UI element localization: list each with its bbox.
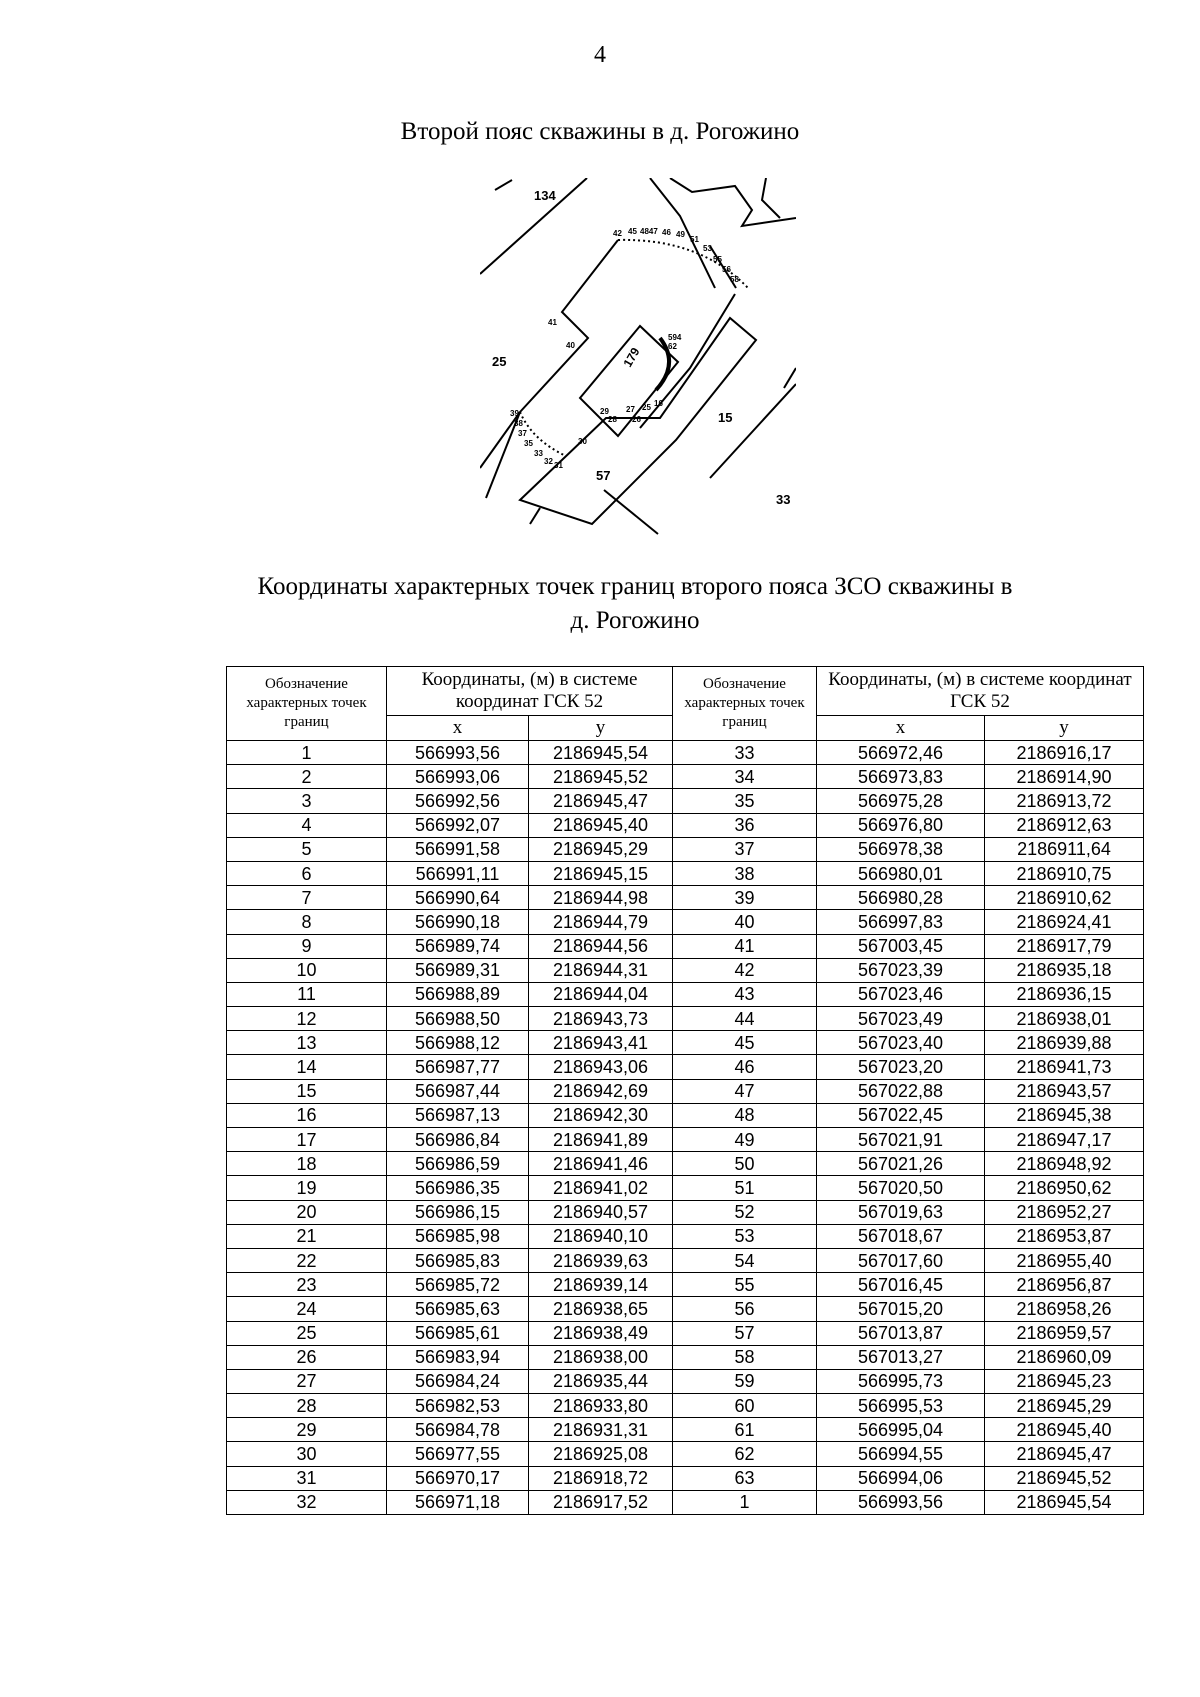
table-cell: 2186938,00 bbox=[529, 1345, 673, 1369]
coordinates-table bbox=[226, 666, 1144, 1515]
table-cell: 2186933,80 bbox=[529, 1394, 673, 1418]
table-cell: 566986,15 bbox=[387, 1200, 529, 1224]
point-label: 46 bbox=[662, 228, 671, 237]
table-cell: 30 bbox=[227, 1442, 387, 1466]
point-label: 39 bbox=[510, 409, 519, 418]
zone-arc-top bbox=[618, 240, 748, 288]
table-cell: 25 bbox=[227, 1321, 387, 1345]
table-cell: 61 bbox=[673, 1418, 817, 1442]
table-cell: 2186935,44 bbox=[529, 1369, 673, 1393]
table-cell: 45 bbox=[673, 1031, 817, 1055]
table-cell: 566984,24 bbox=[387, 1369, 529, 1393]
table-row bbox=[227, 1394, 1144, 1418]
parcel-label: 134 bbox=[534, 188, 556, 203]
table-cell: 2186944,79 bbox=[529, 910, 673, 934]
point-label: 26 bbox=[632, 415, 641, 424]
map-title: Второй пояс скважины в д. Рогожино bbox=[400, 118, 800, 145]
point-label: 16 bbox=[654, 399, 663, 408]
table-row bbox=[227, 1031, 1144, 1055]
table-cell: 52 bbox=[673, 1200, 817, 1224]
table-cell: 2186940,57 bbox=[529, 1200, 673, 1224]
table-body bbox=[227, 741, 1144, 1515]
table-cell: 24 bbox=[227, 1297, 387, 1321]
table-row bbox=[227, 765, 1144, 789]
header-y: y bbox=[529, 716, 673, 741]
table-row bbox=[227, 741, 1144, 765]
point-label: 51 bbox=[690, 235, 699, 244]
table-cell: 566997,83 bbox=[817, 910, 985, 934]
table-cell: 566986,59 bbox=[387, 1152, 529, 1176]
parcel-label: 179 bbox=[620, 345, 643, 370]
point-label: 32 bbox=[544, 457, 553, 466]
table-cell: 2186935,18 bbox=[985, 958, 1144, 982]
table-cell: 567013,27 bbox=[817, 1345, 985, 1369]
table-cell: 51 bbox=[673, 1176, 817, 1200]
table-row bbox=[227, 1103, 1144, 1127]
table-row bbox=[227, 1273, 1144, 1297]
table-row bbox=[227, 837, 1144, 861]
table-cell: 567022,88 bbox=[817, 1079, 985, 1103]
table-cell: 2186944,98 bbox=[529, 886, 673, 910]
point-label: 33 bbox=[534, 449, 543, 458]
table-cell: 54 bbox=[673, 1248, 817, 1272]
table-cell: 2186944,31 bbox=[529, 958, 673, 982]
table-cell: 23 bbox=[227, 1273, 387, 1297]
map-line bbox=[670, 178, 796, 226]
table-cell: 6 bbox=[227, 861, 387, 885]
table-cell: 567016,45 bbox=[817, 1273, 985, 1297]
table-cell: 2186943,06 bbox=[529, 1055, 673, 1079]
table-cell: 566973,83 bbox=[817, 765, 985, 789]
table-cell: 20 bbox=[227, 1200, 387, 1224]
table-cell: 566977,55 bbox=[387, 1442, 529, 1466]
map-line bbox=[530, 508, 540, 524]
table-cell: 567023,20 bbox=[817, 1055, 985, 1079]
table-cell: 29 bbox=[227, 1418, 387, 1442]
table-cell: 1 bbox=[673, 1490, 817, 1514]
table-cell: 2186948,92 bbox=[985, 1152, 1144, 1176]
table-cell: 3 bbox=[227, 789, 387, 813]
table-cell: 55 bbox=[673, 1273, 817, 1297]
point-label: 37 bbox=[518, 429, 527, 438]
table-cell: 2186959,57 bbox=[985, 1321, 1144, 1345]
table-cell: 566983,94 bbox=[387, 1345, 529, 1369]
table-cell: 2186945,23 bbox=[985, 1369, 1144, 1393]
table-cell: 10 bbox=[227, 958, 387, 982]
table-cell: 566986,35 bbox=[387, 1176, 529, 1200]
table-cell: 7 bbox=[227, 886, 387, 910]
point-label: 28 bbox=[608, 415, 617, 424]
table-cell: 2186945,29 bbox=[529, 837, 673, 861]
cadastral-map bbox=[480, 178, 796, 538]
table-cell: 36 bbox=[673, 813, 817, 837]
point-label: 29 bbox=[600, 407, 609, 416]
table-cell: 2186914,90 bbox=[985, 765, 1144, 789]
zone-boundary bbox=[520, 240, 618, 412]
table-cell: 2186938,49 bbox=[529, 1321, 673, 1345]
table-cell: 2186950,62 bbox=[985, 1176, 1144, 1200]
point-label: 35 bbox=[524, 439, 533, 448]
table-cell: 2186945,52 bbox=[985, 1466, 1144, 1490]
table-row bbox=[227, 1224, 1144, 1248]
point-label: 53 bbox=[703, 244, 712, 253]
table-cell: 2186941,02 bbox=[529, 1176, 673, 1200]
table-cell: 566993,56 bbox=[387, 741, 529, 765]
table-cell: 2186939,14 bbox=[529, 1273, 673, 1297]
table-cell: 2186942,30 bbox=[529, 1103, 673, 1127]
table-cell: 566992,56 bbox=[387, 789, 529, 813]
point-label: 56 bbox=[722, 265, 731, 274]
point-label: 594 bbox=[668, 333, 682, 342]
table-row bbox=[227, 958, 1144, 982]
table-cell: 567023,40 bbox=[817, 1031, 985, 1055]
table-cell: 567023,39 bbox=[817, 958, 985, 982]
table-cell: 40 bbox=[673, 910, 817, 934]
point-label: 40 bbox=[566, 341, 575, 350]
table-cell: 567015,20 bbox=[817, 1297, 985, 1321]
table-cell: 2186952,27 bbox=[985, 1200, 1144, 1224]
table-cell: 566972,46 bbox=[817, 741, 985, 765]
table-cell: 4 bbox=[227, 813, 387, 837]
table-cell: 35 bbox=[673, 789, 817, 813]
table-cell: 2186958,26 bbox=[985, 1297, 1144, 1321]
table-cell: 2186936,15 bbox=[985, 982, 1144, 1006]
table-cell: 2186925,08 bbox=[529, 1442, 673, 1466]
table-cell: 17 bbox=[227, 1128, 387, 1152]
table-row bbox=[227, 1152, 1144, 1176]
point-label: 62 bbox=[668, 342, 677, 351]
table-cell: 567023,46 bbox=[817, 982, 985, 1006]
table-cell: 567003,45 bbox=[817, 934, 985, 958]
table-cell: 15 bbox=[227, 1079, 387, 1103]
table-cell: 566980,01 bbox=[817, 861, 985, 885]
table-row bbox=[227, 789, 1144, 813]
table-cell: 566995,73 bbox=[817, 1369, 985, 1393]
table-row bbox=[227, 982, 1144, 1006]
table-row bbox=[227, 1055, 1144, 1079]
table-cell: 28 bbox=[227, 1394, 387, 1418]
table-cell: 8 bbox=[227, 910, 387, 934]
table-cell: 53 bbox=[673, 1224, 817, 1248]
table-cell: 22 bbox=[227, 1248, 387, 1272]
table-row bbox=[227, 1128, 1144, 1152]
table-cell: 2186931,31 bbox=[529, 1418, 673, 1442]
table-row bbox=[227, 1297, 1144, 1321]
table-cell: 2186945,47 bbox=[985, 1442, 1144, 1466]
table-row bbox=[227, 1176, 1144, 1200]
table-cell: 19 bbox=[227, 1176, 387, 1200]
table-cell: 566985,63 bbox=[387, 1297, 529, 1321]
table-cell: 32 bbox=[227, 1490, 387, 1514]
table-cell: 49 bbox=[673, 1128, 817, 1152]
table-cell: 2186911,64 bbox=[985, 837, 1144, 861]
table-cell: 34 bbox=[673, 765, 817, 789]
table-cell: 41 bbox=[673, 934, 817, 958]
table-cell: 59 bbox=[673, 1369, 817, 1393]
table-cell: 2186943,73 bbox=[529, 1007, 673, 1031]
table-cell: 2186945,54 bbox=[985, 1490, 1144, 1514]
table-cell: 567013,87 bbox=[817, 1321, 985, 1345]
table-cell: 2186945,38 bbox=[985, 1103, 1144, 1127]
table-cell: 567020,50 bbox=[817, 1176, 985, 1200]
table-cell: 2186938,01 bbox=[985, 1007, 1144, 1031]
page-number: 4 bbox=[594, 42, 606, 68]
table-cell: 9 bbox=[227, 934, 387, 958]
table-cell: 567023,49 bbox=[817, 1007, 985, 1031]
table-cell: 2186956,87 bbox=[985, 1273, 1144, 1297]
table-cell: 38 bbox=[673, 861, 817, 885]
table-cell: 566993,56 bbox=[817, 1490, 985, 1514]
header-coords: Координаты, (м) в системе координат ГСК 52 bbox=[817, 667, 1144, 716]
table-cell: 2186947,17 bbox=[985, 1128, 1144, 1152]
point-label: 27 bbox=[626, 405, 635, 414]
table-cell: 39 bbox=[673, 886, 817, 910]
header-coords: Координаты, (м) в системе координат ГСК 52 bbox=[387, 667, 673, 716]
table-cell: 566995,04 bbox=[817, 1418, 985, 1442]
table-cell: 2186910,75 bbox=[985, 861, 1144, 885]
table-cell: 60 bbox=[673, 1394, 817, 1418]
table-cell: 44 bbox=[673, 1007, 817, 1031]
map-line bbox=[710, 384, 796, 478]
table-cell: 2186913,72 bbox=[985, 789, 1144, 813]
map-line bbox=[762, 178, 780, 218]
table-cell: 47 bbox=[673, 1079, 817, 1103]
table-cell: 566988,12 bbox=[387, 1031, 529, 1055]
header-x: x bbox=[817, 716, 985, 741]
table-cell: 33 bbox=[673, 741, 817, 765]
point-label: 42 bbox=[613, 229, 622, 238]
header-y: y bbox=[985, 716, 1144, 741]
table-row bbox=[227, 1248, 1144, 1272]
table-cell: 566987,77 bbox=[387, 1055, 529, 1079]
point-label: 4847 bbox=[640, 227, 658, 236]
table-cell: 566986,84 bbox=[387, 1128, 529, 1152]
table-cell: 57 bbox=[673, 1321, 817, 1345]
table-row bbox=[227, 1345, 1144, 1369]
table-cell: 566990,18 bbox=[387, 910, 529, 934]
table-cell: 27 bbox=[227, 1369, 387, 1393]
table-cell: 5 bbox=[227, 837, 387, 861]
table-cell: 567021,91 bbox=[817, 1128, 985, 1152]
table-cell: 2186945,40 bbox=[529, 813, 673, 837]
table-cell: 566988,50 bbox=[387, 1007, 529, 1031]
table-cell: 2186960,09 bbox=[985, 1345, 1144, 1369]
table-cell: 63 bbox=[673, 1466, 817, 1490]
table-cell: 2186944,04 bbox=[529, 982, 673, 1006]
table-cell: 2186945,54 bbox=[529, 741, 673, 765]
table-title-line1: Координаты характерных точек границ второго пояса ЗСО скважины в bbox=[257, 573, 1013, 600]
table-cell: 46 bbox=[673, 1055, 817, 1079]
table-cell: 2186945,40 bbox=[985, 1418, 1144, 1442]
table-cell: 2186939,88 bbox=[985, 1031, 1144, 1055]
table-cell: 566994,55 bbox=[817, 1442, 985, 1466]
table-cell: 566989,74 bbox=[387, 934, 529, 958]
table-cell: 566987,13 bbox=[387, 1103, 529, 1127]
table-cell: 566985,98 bbox=[387, 1224, 529, 1248]
table-cell: 566970,17 bbox=[387, 1466, 529, 1490]
table-row bbox=[227, 1466, 1144, 1490]
header-point: Обозначение характерных точек границ bbox=[673, 667, 817, 741]
parcel-label: 25 bbox=[492, 354, 507, 369]
table-cell: 566992,07 bbox=[387, 813, 529, 837]
table-row bbox=[227, 1418, 1144, 1442]
table-cell: 42 bbox=[673, 958, 817, 982]
table-cell: 2186945,52 bbox=[529, 765, 673, 789]
point-label: 31 bbox=[554, 461, 563, 470]
table-cell: 2186918,72 bbox=[529, 1466, 673, 1490]
table-cell: 566976,80 bbox=[817, 813, 985, 837]
table-cell: 2186917,79 bbox=[985, 934, 1144, 958]
table-row bbox=[227, 886, 1144, 910]
table-cell: 566985,83 bbox=[387, 1248, 529, 1272]
parcel-label: 33 bbox=[776, 492, 791, 507]
table-cell: 58 bbox=[673, 1345, 817, 1369]
table-cell: 2186916,17 bbox=[985, 741, 1144, 765]
map-line bbox=[495, 180, 512, 190]
table-cell: 2186953,87 bbox=[985, 1224, 1144, 1248]
table-cell: 566991,58 bbox=[387, 837, 529, 861]
table-cell: 566985,61 bbox=[387, 1321, 529, 1345]
table-cell: 566971,18 bbox=[387, 1490, 529, 1514]
table-cell: 13 bbox=[227, 1031, 387, 1055]
table-row bbox=[227, 1007, 1144, 1031]
table-cell: 2186943,41 bbox=[529, 1031, 673, 1055]
table-cell: 2186943,57 bbox=[985, 1079, 1144, 1103]
point-label: 30 bbox=[578, 437, 587, 446]
header-x: x bbox=[387, 716, 529, 741]
table-cell: 566984,78 bbox=[387, 1418, 529, 1442]
table-row bbox=[227, 1079, 1144, 1103]
table-row bbox=[227, 1321, 1144, 1345]
table-cell: 2186944,56 bbox=[529, 934, 673, 958]
table-cell: 26 bbox=[227, 1345, 387, 1369]
table-cell: 2186940,10 bbox=[529, 1224, 673, 1248]
table-cell: 2186945,47 bbox=[529, 789, 673, 813]
table-cell: 18 bbox=[227, 1152, 387, 1176]
header-point: Обозначение характерных точек границ bbox=[227, 667, 387, 741]
table-cell: 11 bbox=[227, 982, 387, 1006]
table-cell: 2186941,73 bbox=[985, 1055, 1144, 1079]
table-cell: 567019,63 bbox=[817, 1200, 985, 1224]
table-cell: 566987,44 bbox=[387, 1079, 529, 1103]
table-title bbox=[190, 570, 1080, 638]
table-cell: 21 bbox=[227, 1224, 387, 1248]
point-label: 38 bbox=[514, 419, 523, 428]
table-cell: 56 bbox=[673, 1297, 817, 1321]
table-cell: 566978,38 bbox=[817, 837, 985, 861]
table-cell: 566982,53 bbox=[387, 1394, 529, 1418]
table-cell: 12 bbox=[227, 1007, 387, 1031]
table-cell: 566993,06 bbox=[387, 765, 529, 789]
table-cell: 567022,45 bbox=[817, 1103, 985, 1127]
table-row bbox=[227, 934, 1144, 958]
table-cell: 37 bbox=[673, 837, 817, 861]
point-label: 55 bbox=[713, 255, 722, 264]
table-cell: 50 bbox=[673, 1152, 817, 1176]
point-label: 25 bbox=[642, 403, 651, 412]
table-cell: 567018,67 bbox=[817, 1224, 985, 1248]
table-cell: 2186938,65 bbox=[529, 1297, 673, 1321]
point-label: 45 bbox=[628, 227, 637, 236]
table-cell: 567017,60 bbox=[817, 1248, 985, 1272]
table-title-line2: д. Рогожино bbox=[570, 607, 700, 634]
table-cell: 2186942,69 bbox=[529, 1079, 673, 1103]
table-cell: 566989,31 bbox=[387, 958, 529, 982]
table-row bbox=[227, 861, 1144, 885]
table-cell: 567021,26 bbox=[817, 1152, 985, 1176]
parcel-label: 15 bbox=[718, 410, 733, 425]
table-row bbox=[227, 1369, 1144, 1393]
map-line bbox=[604, 490, 658, 534]
parcel-label: 57 bbox=[596, 468, 611, 483]
table-row bbox=[227, 1200, 1144, 1224]
table-cell: 14 bbox=[227, 1055, 387, 1079]
table-cell: 566994,06 bbox=[817, 1466, 985, 1490]
table-cell: 2186955,40 bbox=[985, 1248, 1144, 1272]
table-cell: 2186941,46 bbox=[529, 1152, 673, 1176]
table-cell: 566990,64 bbox=[387, 886, 529, 910]
table-cell: 2186917,52 bbox=[529, 1490, 673, 1514]
table-cell: 566991,11 bbox=[387, 861, 529, 885]
table-row bbox=[227, 1442, 1144, 1466]
table-cell: 566975,28 bbox=[817, 789, 985, 813]
table-cell: 2186945,29 bbox=[985, 1394, 1144, 1418]
table-row bbox=[227, 1490, 1144, 1514]
point-label: 58 bbox=[730, 275, 739, 284]
table-cell: 566988,89 bbox=[387, 982, 529, 1006]
table-row bbox=[227, 813, 1144, 837]
table-cell: 2186945,15 bbox=[529, 861, 673, 885]
table-cell: 48 bbox=[673, 1103, 817, 1127]
table-cell: 2186941,89 bbox=[529, 1128, 673, 1152]
table-cell: 62 bbox=[673, 1442, 817, 1466]
table-cell: 2186924,41 bbox=[985, 910, 1144, 934]
point-label: 41 bbox=[548, 318, 557, 327]
table-cell: 43 bbox=[673, 982, 817, 1006]
table-cell: 2 bbox=[227, 765, 387, 789]
table-row bbox=[227, 910, 1144, 934]
table-cell: 2186939,63 bbox=[529, 1248, 673, 1272]
table-cell: 31 bbox=[227, 1466, 387, 1490]
table-cell: 566995,53 bbox=[817, 1394, 985, 1418]
point-label: 49 bbox=[676, 230, 685, 239]
table-cell: 2186912,63 bbox=[985, 813, 1144, 837]
table-cell: 16 bbox=[227, 1103, 387, 1127]
table-cell: 566980,28 bbox=[817, 886, 985, 910]
table-cell: 1 bbox=[227, 741, 387, 765]
table-cell: 2186910,62 bbox=[985, 886, 1144, 910]
table-cell: 566985,72 bbox=[387, 1273, 529, 1297]
